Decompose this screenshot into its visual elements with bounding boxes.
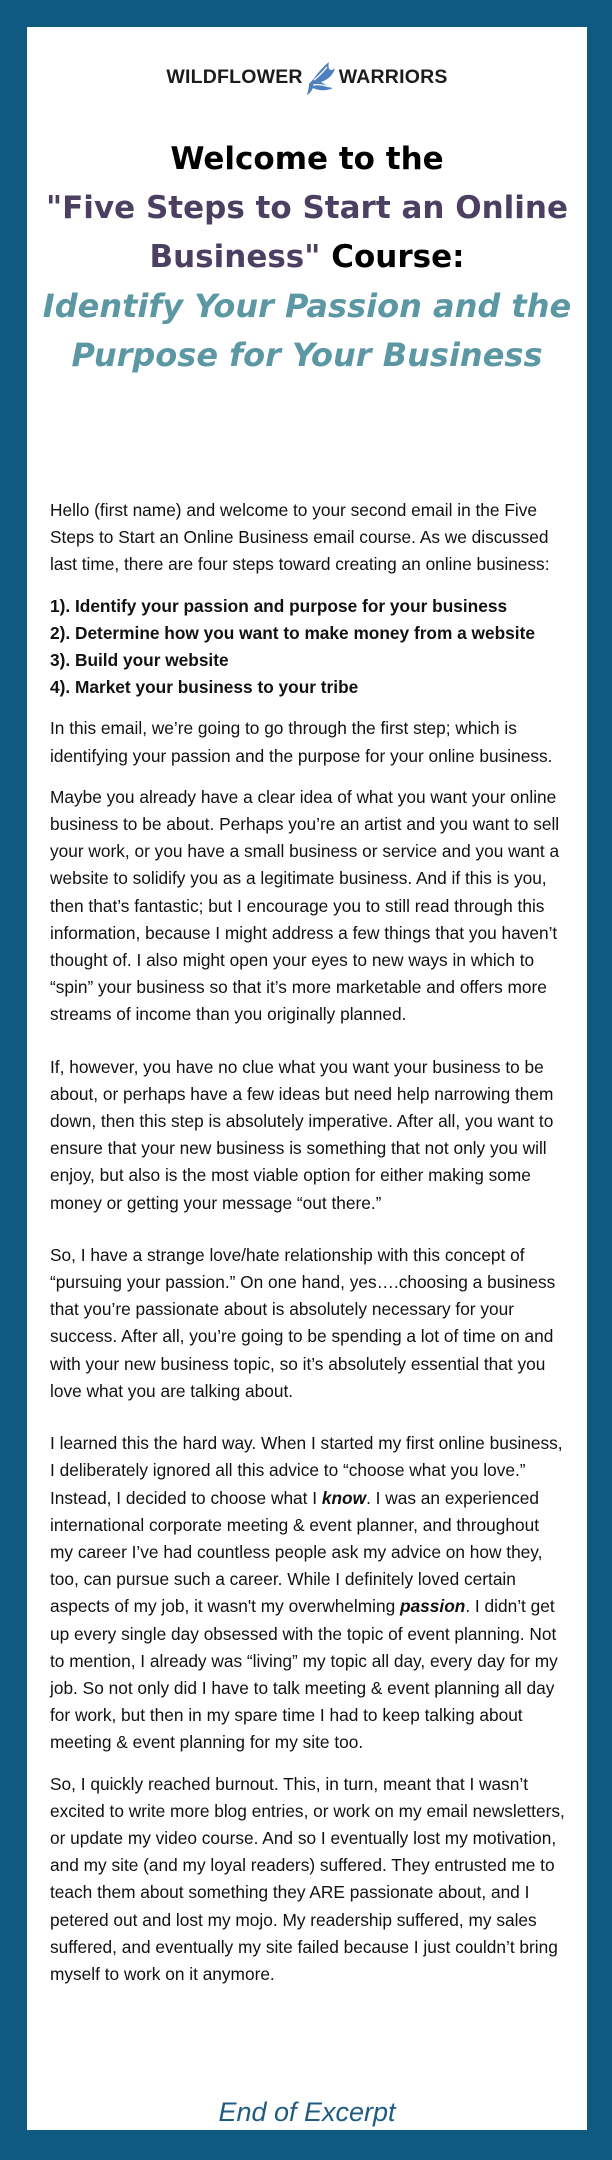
- steps-list: [50, 593, 565, 702]
- paragraph-clear-idea: Maybe you already have a clear idea of what you want your online business to be about. Perhaps you’re an artist and you want to sell your work, or you have a small business or service and you want a website to solidify you as a legitimate business. And if this is you, then that’s fantastic; but I encourage you to still read through this information, because I might address a few things that you haven’t thought of. I also might open your eyes to new ways in which to “spin” your business so that it’s more marketable and offers more streams of income than you originally planned.: [50, 786, 560, 1025]
- paragraph-burnout: So, I quickly reached burnout. This, in turn, meant that I wasn’t excited to write more blog entries, or work on my email newsletters, or update my video course. And so I eventually lost my motivation, and my site (and my loyal readers) suffered. They entrusted me to teach them about something they ARE passionate about, and I petered out and lost my mojo. My readership suffered, my sales suffered, and eventually my site failed because I just couldn’t bring myself to work on it anymore.: [50, 1773, 565, 1984]
- title-course-line: [27, 184, 587, 282]
- paragraph-first-step: In this email, we’re going to go through the first step; which is identifying your passion and the purpose for your online business.: [50, 718, 553, 766]
- hard-way-text-b: . I was an experienced international corporate meeting & event planner, and throughout my career I’ve had countless people ask my advice on how they, too, can pursue such a career. While I definitely loved certain aspects of my job, it wasn't my overwhelming: [50, 1487, 543, 1617]
- title-course-suffix: Course:: [320, 239, 465, 275]
- emphasis-passion: passion: [400, 1596, 466, 1617]
- emphasis-know: know: [321, 1487, 367, 1508]
- title-course-name: "Five Steps to Start an Online Business": [45, 190, 568, 275]
- paragraph-love-hate: So, I have a strange love/hate relationship with this concept of “pursuing your passion.” On one hand, yes….choosing a business that you’re passionate about is absolutely necessary for your success. After all, you’re going to be spending a lot of time on and with your new business topic, so it’s absolutely essential that you love what you are talking about.: [50, 1244, 556, 1401]
- hard-way-text-a: I learned this the hard way. When I started my first online business, I deliberately ignored all this advice to “choose what you love.” Instead, I decided to choose what I: [50, 1433, 563, 1508]
- end-of-excerpt-label: End of Excerpt: [218, 2097, 396, 2127]
- logo-word-right: WARRIORS: [338, 65, 448, 88]
- email-frame: [27, 27, 587, 2130]
- wildflower-warrior-icon: [305, 58, 337, 96]
- step-item: 3). Build your website: [50, 650, 229, 671]
- step-item: 1). Identify your passion and purpose for your business: [50, 595, 508, 616]
- brand-logo: [27, 57, 587, 97]
- hard-way-text-c: . I didn’t get up every single day obsessed with the topic of event planning. Not to mention, I already was “living” my topic all day, every day for my job. So not only did I have to talk meeting & event planning all day for work, but then in my spare time I had to keep talking about meeting & event planning for my site too.: [50, 1596, 558, 1753]
- email-body: [50, 497, 565, 2002]
- page-title: [27, 135, 587, 380]
- title-subtitle: Identify Your Passion and the Purpose for Your Business: [42, 287, 572, 374]
- paragraph-no-clue: If, however, you have no clue what you want your business to be about, or perhaps have a few ideas but need help narrowing them down, then this step is absolutely imperative. After all, you want to ensure that your new business is something that not only you will enjoy, but also is the most viable option for either making some money or getting your message “out there.”: [50, 1056, 554, 1213]
- intro-paragraph: Hello (first name) and welcome to your second email in the Five Steps to Start an Online Business email course. As we discussed last time, there are four steps toward creating an online business:: [50, 500, 550, 575]
- step-item: 4). Market your business to your tribe: [50, 677, 359, 698]
- paragraph-hard-way: [50, 1430, 565, 1756]
- step-item: 2). Determine how you want to make money from a website: [50, 622, 535, 643]
- title-line-welcome: Welcome to the: [170, 141, 444, 177]
- logo-word-left: WILDFLOWER: [166, 65, 303, 88]
